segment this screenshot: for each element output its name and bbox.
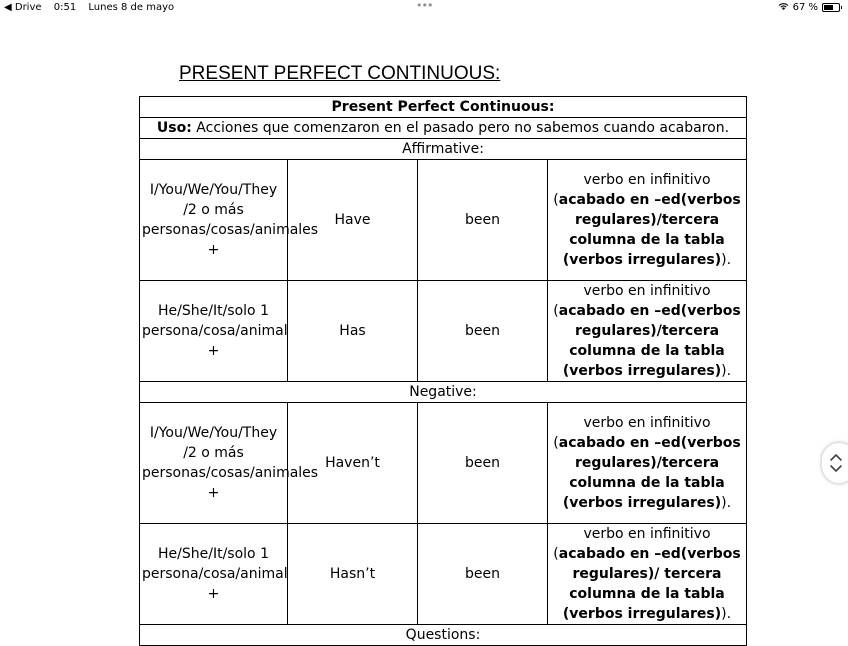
wifi-icon bbox=[778, 2, 789, 13]
aux-cell: Hasn’t bbox=[288, 524, 418, 625]
verb-cell: verbo en infinitivo (acabado en –ed(verbos regulares)/tercera columna de la tabla (verbos irregulares)). bbox=[548, 403, 747, 524]
uso-row bbox=[140, 118, 747, 139]
subject-cell: I/You/We/You/They /2 o más personas/cosas/animales + bbox=[140, 160, 288, 281]
status-time: 0:51 bbox=[53, 2, 77, 13]
uso-label: Uso: bbox=[156, 120, 192, 136]
subject-cell: He/She/It/solo 1 persona/cosa/animal + bbox=[140, 281, 288, 382]
status-date: Lunes 8 de mayo bbox=[88, 2, 175, 13]
subject-cell: I/You/We/You/They /2 o más personas/cosas/animales + bbox=[140, 403, 288, 524]
verb-cell: verbo en infinitivo (acabado en –ed(verbos regulares)/tercera columna de la tabla (verbos irregulares)). bbox=[548, 281, 747, 382]
scroll-handle[interactable] bbox=[822, 443, 848, 483]
table-row bbox=[140, 524, 747, 625]
aux-cell: Has bbox=[288, 281, 418, 382]
chevron-up-down-icon bbox=[828, 451, 844, 475]
battery-percent: 67 % bbox=[792, 2, 818, 13]
multitasking-dots-icon[interactable]: ••• bbox=[416, 0, 433, 12]
table-row bbox=[140, 281, 747, 382]
been-cell: been bbox=[418, 281, 548, 382]
negative-label: Negative: bbox=[140, 382, 747, 403]
subject-cell: He/She/It/solo 1 persona/cosa/animal + bbox=[140, 524, 288, 625]
table-header: Present Perfect Continuous: bbox=[140, 97, 747, 118]
questions-label: Questions: bbox=[140, 625, 747, 646]
aux-cell: Have bbox=[288, 160, 418, 281]
affirmative-label: Affirmative: bbox=[140, 139, 747, 160]
verb-cell: verbo en infinitivo (acabado en –ed(verbos regulares)/ tercera columna de la tabla (verbos irregulares)). bbox=[548, 524, 747, 625]
table-row bbox=[140, 403, 747, 524]
battery-icon bbox=[822, 3, 840, 12]
table-row bbox=[140, 160, 747, 281]
aux-cell: Haven’t bbox=[288, 403, 418, 524]
status-bar bbox=[0, 0, 848, 16]
grammar-table bbox=[139, 96, 747, 646]
verb-cell: verbo en infinitivo (acabado en –ed(verbos regulares)/tercera columna de la tabla (verbos irregulares)). bbox=[548, 160, 747, 281]
uso-text: Acciones que comenzaron en el pasado pero no sabemos cuando acabaron. bbox=[191, 120, 730, 136]
been-cell: been bbox=[418, 403, 548, 524]
been-cell: been bbox=[418, 160, 548, 281]
back-to-drive-link[interactable]: ◀ Drive bbox=[4, 2, 42, 13]
been-cell: been bbox=[418, 524, 548, 625]
page-title: PRESENT PERFECT CONTINUOUS: bbox=[179, 63, 501, 84]
